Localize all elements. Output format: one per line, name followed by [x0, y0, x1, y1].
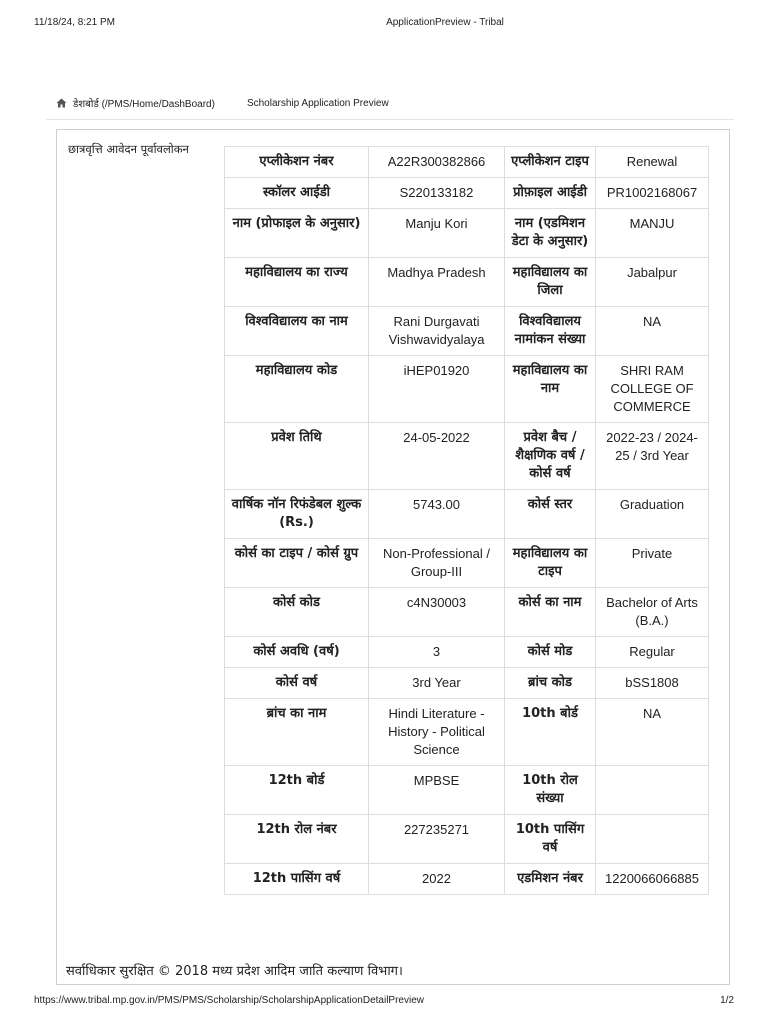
field-label: नाम (प्रोफाइल के अनुसार)	[225, 209, 369, 258]
table-row	[225, 699, 709, 766]
field-label: प्रवेश तिथि	[225, 423, 369, 490]
field-value: iHEP01920	[369, 356, 505, 423]
divider	[46, 119, 734, 120]
field-label: कोर्स वर्ष	[225, 668, 369, 699]
table-row	[225, 258, 709, 307]
home-icon[interactable]	[56, 98, 67, 108]
breadcrumb-dashboard-link[interactable]: डेशबोर्ड (/PMS/Home/DashBoard)	[73, 99, 215, 110]
field-label: महाविद्यालय का टाइप	[505, 539, 596, 588]
field-value: PR1002168067	[596, 178, 709, 209]
field-label: महाविद्यालय का नाम	[505, 356, 596, 423]
field-value: Regular	[596, 637, 709, 668]
field-label: ब्रांच कोड	[505, 668, 596, 699]
field-label: 10th पासिंग वर्ष	[505, 815, 596, 864]
table-row	[225, 815, 709, 864]
field-label: महाविद्यालय का राज्य	[225, 258, 369, 307]
table-row	[225, 490, 709, 539]
table-row	[225, 178, 709, 209]
field-value: 3	[369, 637, 505, 668]
field-value: c4N30003	[369, 588, 505, 637]
table-row	[225, 147, 709, 178]
print-page-title: ApplicationPreview - Tribal	[386, 17, 504, 28]
breadcrumb-current: Scholarship Application Preview	[246, 97, 389, 109]
table-row	[225, 864, 709, 895]
field-value: NA	[596, 699, 709, 766]
field-value	[596, 766, 709, 815]
copyright-text: सर्वाधिकार सुरक्षित © 2018 मध्य प्रदेश आदिम जाति कल्याण विभाग।	[66, 961, 403, 979]
field-label: नाम (एडमिशन डेटा के अनुसार)	[505, 209, 596, 258]
field-label: एडमिशन नंबर	[505, 864, 596, 895]
field-label: कोर्स स्तर	[505, 490, 596, 539]
field-label: कोर्स मोड	[505, 637, 596, 668]
field-label: 10th बोर्ड	[505, 699, 596, 766]
field-value: Madhya Pradesh	[369, 258, 505, 307]
field-value: SHRI RAM COLLEGE OF COMMERCE	[596, 356, 709, 423]
field-value: Hindi Literature - History - Political Science	[369, 699, 505, 766]
field-label: 10th रोल संख्या	[505, 766, 596, 815]
field-label: 12th बोर्ड	[225, 766, 369, 815]
field-label: ब्रांच का नाम	[225, 699, 369, 766]
table-row	[225, 423, 709, 490]
print-page-number: 1/2	[720, 995, 734, 1006]
print-header	[0, 17, 768, 31]
field-value: 24-05-2022	[369, 423, 505, 490]
field-label: 12th पासिंग वर्ष	[225, 864, 369, 895]
table-row	[225, 209, 709, 258]
field-value: Rani Durgavati Vishwavidyalaya	[369, 307, 505, 356]
field-label: कोर्स कोड	[225, 588, 369, 637]
table-row	[225, 307, 709, 356]
field-value: 5743.00	[369, 490, 505, 539]
table-row	[225, 588, 709, 637]
field-label: एप्लीकेशन नंबर	[225, 147, 369, 178]
field-label: 12th रोल नंबर	[225, 815, 369, 864]
field-value: 3rd Year	[369, 668, 505, 699]
table-row	[225, 668, 709, 699]
field-label: वार्षिक नॉन रिफंडेबल शुल्क (Rs.)	[225, 490, 369, 539]
print-url: https://www.tribal.mp.gov.in/PMS/PMS/Scholarship/ScholarshipApplicationDetailPreview	[34, 995, 424, 1006]
panel-title: छात्रवृत्ति आवेदन पूर्वावलोकन	[68, 142, 189, 156]
field-label: स्कॉलर आईडी	[225, 178, 369, 209]
field-value: Non-Professional / Group-III	[369, 539, 505, 588]
field-label: कोर्स अवधि (वर्ष)	[225, 637, 369, 668]
field-value: Renewal	[596, 147, 709, 178]
table-row	[225, 766, 709, 815]
field-label: विश्वविद्यालय नामांकन संख्या	[505, 307, 596, 356]
field-value: Graduation	[596, 490, 709, 539]
table-row	[225, 637, 709, 668]
field-value: 227235271	[369, 815, 505, 864]
field-value: NA	[596, 307, 709, 356]
field-value: Bachelor of Arts (B.A.)	[596, 588, 709, 637]
field-label: प्रवेश बैच / शैक्षणिक वर्ष / कोर्स वर्ष	[505, 423, 596, 490]
field-label: कोर्स का नाम	[505, 588, 596, 637]
field-value: 2022	[369, 864, 505, 895]
field-value: bSS1808	[596, 668, 709, 699]
print-datetime: 11/18/24, 8:21 PM	[34, 17, 115, 28]
breadcrumb	[56, 96, 389, 110]
field-value: MANJU	[596, 209, 709, 258]
field-label: कोर्स का टाइप / कोर्स ग्रुप	[225, 539, 369, 588]
application-details-table	[224, 146, 709, 895]
field-value: MPBSE	[369, 766, 505, 815]
field-value: Manju Kori	[369, 209, 505, 258]
field-value: 2022-23 / 2024-25 / 3rd Year	[596, 423, 709, 490]
field-label: महाविद्यालय का जिला	[505, 258, 596, 307]
field-label: प्रोफ़ाइल आईडी	[505, 178, 596, 209]
field-label: एप्लीकेशन टाइप	[505, 147, 596, 178]
field-value: S220133182	[369, 178, 505, 209]
field-value: 1220066066885	[596, 864, 709, 895]
field-value: A22R300382866	[369, 147, 505, 178]
print-footer	[0, 995, 768, 1009]
field-value: Private	[596, 539, 709, 588]
field-value	[596, 815, 709, 864]
field-value: Jabalpur	[596, 258, 709, 307]
field-label: विश्वविद्यालय का नाम	[225, 307, 369, 356]
table-row	[225, 539, 709, 588]
field-label: महाविद्यालय कोड	[225, 356, 369, 423]
table-row	[225, 356, 709, 423]
